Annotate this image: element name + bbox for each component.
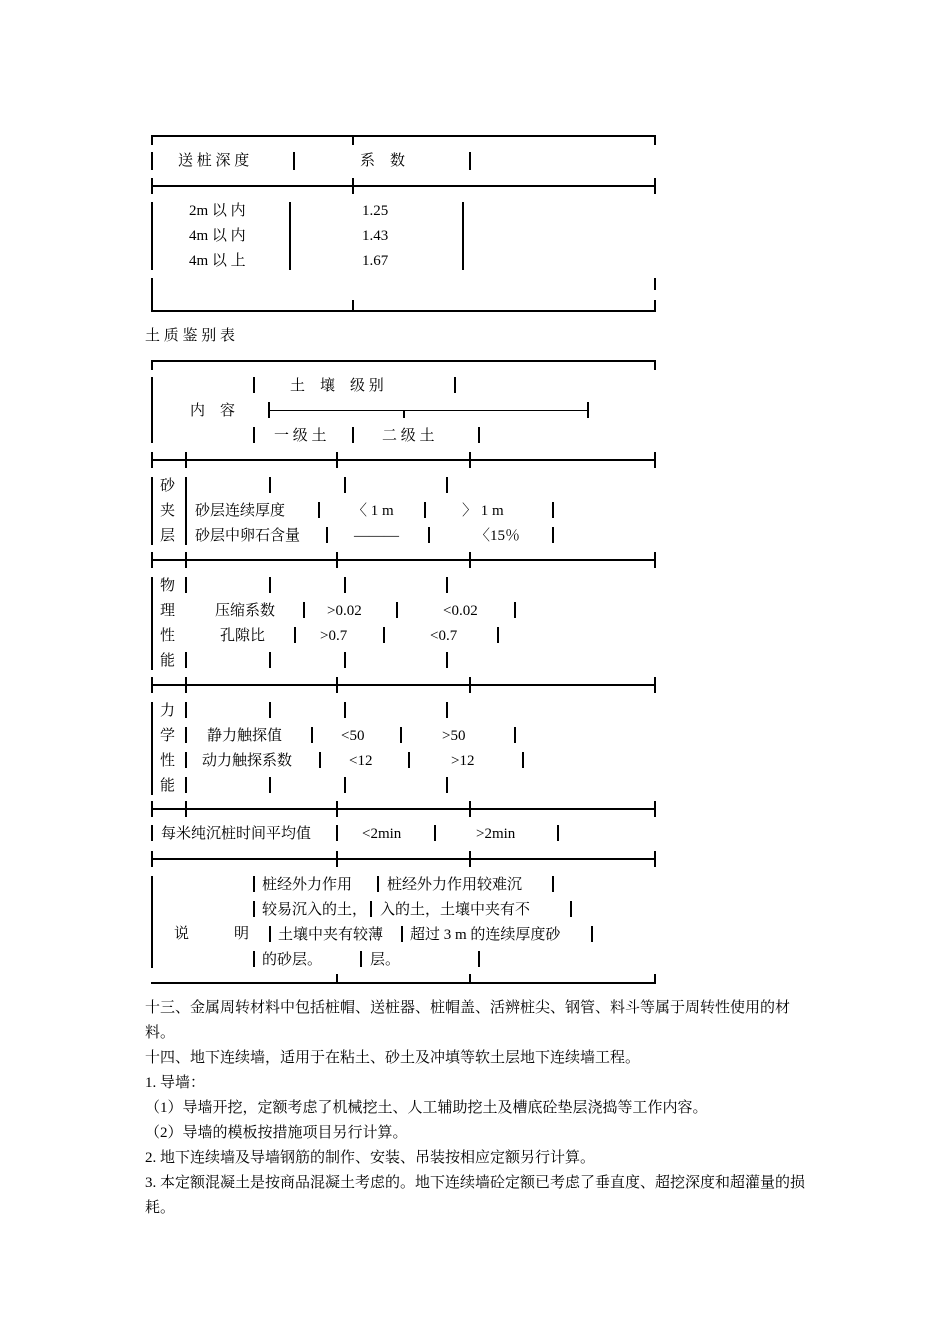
mechanical-row-label: 动力触探系数 xyxy=(202,753,293,769)
sand-side-label: 层 xyxy=(160,528,176,544)
sand-row-v1: 〈 1 m xyxy=(352,503,394,519)
soil-header-level2: 二 级 土 xyxy=(382,428,435,444)
pile-row-coef: 1.67 xyxy=(362,253,389,269)
soil-header-content: 内 容 xyxy=(190,403,236,419)
note-col1-line: 的砂层。 xyxy=(262,952,323,968)
physical-side-label: 性 xyxy=(160,628,176,644)
note-col2-line: 层。 xyxy=(370,952,401,968)
paragraph-concrete: 3. 本定额混凝土是按商品混凝土考虑的。地下连续墙砼定额已考虑了垂直度、超挖深度和超灌量的损耗。 xyxy=(145,1175,806,1216)
physical-side-label: 物 xyxy=(160,578,176,594)
note-col1-line: 土壤中夹有较薄 xyxy=(278,927,384,943)
pile-row-depth: 4m 以 上 xyxy=(189,253,246,269)
physical-row-v2: <0.7 xyxy=(430,628,458,644)
note-col2-line: 桩经外力作用较难沉 xyxy=(387,877,523,893)
pile-header-depth: 送 桩 深 度 xyxy=(178,153,250,169)
mechanical-side-label: 学 xyxy=(160,728,176,744)
paragraph-guide-wall-formwork: （2）导墙的模板按措施项目另行计算。 xyxy=(145,1125,408,1141)
note-col1-line: 桩经外力作用 xyxy=(262,877,353,893)
physical-row-v2: <0.02 xyxy=(443,603,478,619)
physical-row-label: 压缩系数 xyxy=(215,603,276,619)
paragraph-guide-wall: 1. 导墙： xyxy=(145,1075,206,1091)
paragraph-13: 十三、金属周转材料中包括桩帽、送桩器、桩帽盖、活辨桩尖、钢管、料斗等属于周转性使用的材料。 xyxy=(145,1000,791,1041)
note-col1-line: 较易沉入的土， xyxy=(262,902,368,918)
sand-side-label: 砂 xyxy=(160,478,176,494)
physical-side-label: 理 xyxy=(160,603,176,619)
note-col2-line: 超过 3 m 的连续厚度砂 xyxy=(410,927,561,943)
mechanical-row-v1: <50 xyxy=(341,728,365,744)
pile-row-coef: 1.43 xyxy=(362,228,389,244)
sand-row-v1: ——— xyxy=(354,528,399,544)
soil-header-level: 土 壤 级 别 xyxy=(290,378,384,394)
physical-row-v1: >0.7 xyxy=(320,628,348,644)
mechanical-row-v2: >50 xyxy=(442,728,466,744)
pile-row-depth: 2m 以 内 xyxy=(189,203,246,219)
note-col2-line: 入的土，土壤中夹有不 xyxy=(380,902,531,918)
paragraph-14: 十四、地下连续墙，适用于在粘土、砂土及冲填等软土层地下连续墙工程。 xyxy=(145,1050,641,1066)
sand-row-v2: 〈15％ xyxy=(475,528,521,544)
soil-header-level1: 一 级 土 xyxy=(274,428,327,444)
mechanical-row-v1: <12 xyxy=(349,753,373,769)
mechanical-row-v2: >12 xyxy=(451,753,475,769)
paragraph-rebar: 2. 地下连续墙及导墙钢筋的制作、安装、吊装按相应定额另行计算。 xyxy=(145,1150,596,1166)
mechanical-side-label: 力 xyxy=(160,703,176,719)
sand-row-v2: 〉 1 m xyxy=(462,503,504,519)
mechanical-row-label: 静力触探值 xyxy=(207,728,283,744)
physical-row-label: 孔隙比 xyxy=(220,628,266,644)
physical-side-label: 能 xyxy=(160,653,176,669)
sand-row-label: 砂层中卵石含量 xyxy=(195,528,301,544)
sand-row-label: 砂层连续厚度 xyxy=(195,503,286,519)
note-label: 说 明 xyxy=(174,926,250,942)
physical-row-v1: >0.02 xyxy=(327,603,362,619)
sink-row-label: 每米纯沉桩时间平均值 xyxy=(161,826,312,842)
sand-side-label: 夹 xyxy=(160,503,176,519)
mechanical-side-label: 能 xyxy=(160,778,176,794)
soil-table-title: 土 质 鉴 别 表 xyxy=(145,328,236,344)
sink-row-v2: >2min xyxy=(476,826,516,842)
pile-header-coef: 系 数 xyxy=(360,153,406,169)
pile-row-depth: 4m 以 内 xyxy=(189,228,246,244)
pile-row-coef: 1.25 xyxy=(362,203,389,219)
paragraph-guide-wall-excavation: （1）导墙开挖，定额考虑了机械挖土、人工辅助挖土及槽底砼垫层浇捣等工作内容。 xyxy=(145,1100,708,1116)
sink-row-v1: <2min xyxy=(362,826,402,842)
mechanical-side-label: 性 xyxy=(160,753,176,769)
